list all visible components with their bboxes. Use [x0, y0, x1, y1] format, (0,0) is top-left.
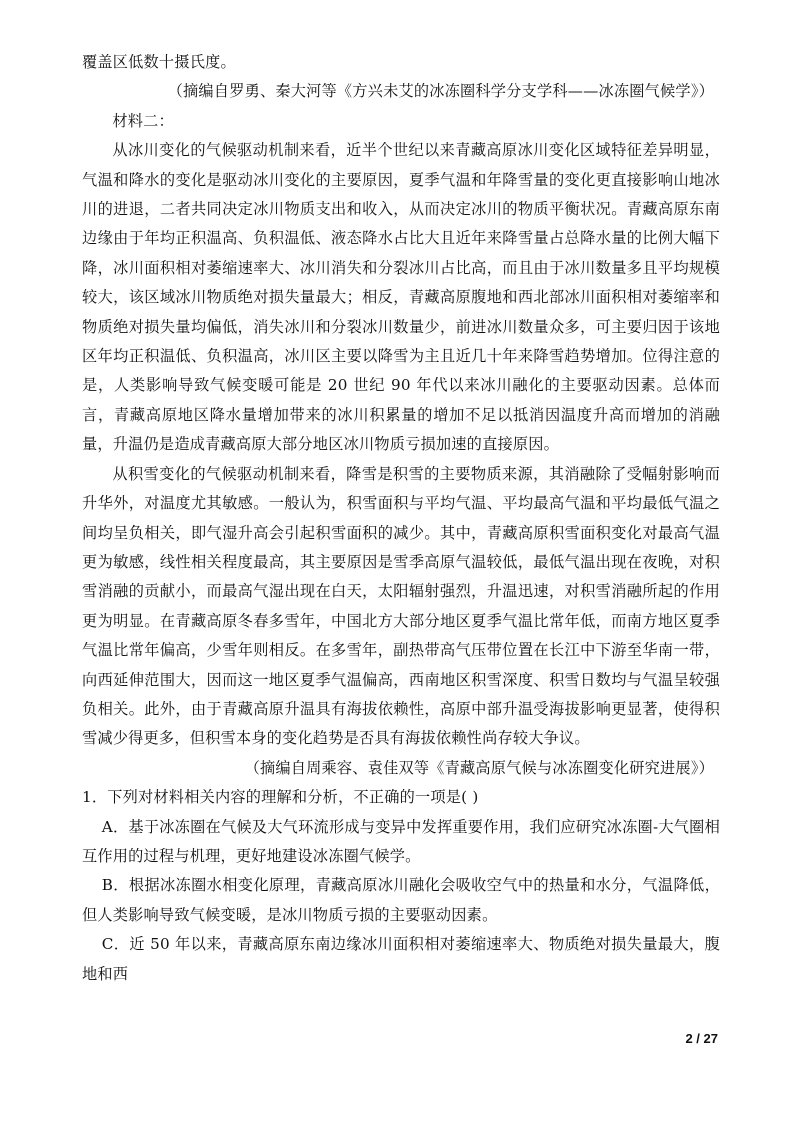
- question-stem: 1．下列对材料相关内容的理解和分析，不正确的一项是( ): [82, 788, 479, 807]
- source-citation-2: （摘编自周乘容、袁佳双等《青藏高原气候与冰冻圈变化研究进展》）: [244, 758, 714, 777]
- paragraph-snow-mechanism: 从积雪变化的气候驱动机制来看，降雪是积雪的主要物质来源，其消融除了受幅射影响而升华外，对温度尤其敏感。一般认为，积雪面积与平均气温、平均最高气温和平均最低气温之间均呈负相关，即气湿升高会引起积雪面积的减少。其中，青藏高原积雪面积变化对最高气温更为敏感，线性相关程度最高，其主要原因是雪季高原气温较低，最低气温出现在夜晚，对积雪消融的贡献小，而最高气湿出现在白天，太阳辐射强烈，升温迅速，对积雪消融所起的作用更为明显。在青藏高原冬春多雪年，中国北方大部分地区夏季气温比常年低，而南方地区夏季气温比常年偏高，少雪年则相反。在多雪年，副热带高气压带位置在长江中下游至华南一带，向西延伸范围大，因而这一地区夏季气温偏高，西南地区积雪深度、积雪日数均与气温呈较强负相关。此外，由于青藏高原升温具有海拔依赖性，高原中部升温受海拔影响更显著，使得积雪减少得更多，但积雪本身的变化趋势是否具有海拔依赖性尚存较大争议。: [82, 464, 720, 748]
- source-citation-1: （摘编自罗勇、秦大河等《方兴未艾的冰冻圈科学分支学科——冰冻圈气候学》）: [167, 82, 714, 101]
- option-c: C．近 50 年以来，青藏高原东南边缘冰川面积相对萎缩速率大、物质绝对损失量最大，腹地和西: [82, 935, 720, 983]
- option-a: A．基于冰冻圈在气候及大气环流形成与变异中发挥重要作用，我们应研究冰冻圈-大气圈相互作用的过程与机理，更好地建设冰冻圈气候学。: [82, 817, 720, 865]
- page-number: 2 / 27: [685, 1031, 718, 1046]
- paragraph-glacier-mechanism: 从冰川变化的气候驱动机制来看，近半个世纪以来青藏高原冰川变化区域特征差异明显，气温和降水的变化是驱动冰川变化的主要原因，夏季气温和年降雪量的变化更直接影响山地冰川的进退，二者共同决定冰川物质支出和收入，从而决定冰川的物质平衡状况。青藏高原东南边缘由于年均正积温高、负积温低、液态降水占比大且近年来降雪量占总降水量的比例大幅下降，冰川面积相对萎缩速率大、冰川消失和分裂冰川占比高，而且由于冰川数量多且平均规模较大，该区域冰川物质绝对损失量最大；相反，青藏高原腹地和西北部冰川面积相对萎缩率和物质绝对损失量均偏低，消失冰川和分裂冰川数量少，前进冰川数量众多，可主要归因于该地区年均正积温低、负积温高，冰川区主要以降雪为主且近几十年来降雪趋势增加。位得注意的是，人类影响导致气候变暖可能是 20 世纪 90 年代以来冰川融化的主要驱动因素。总体而言，青藏高原地区降水量增加带来的冰川积累量的增加不足以抵消因温度升高而增加的消融量，升温仍是造成青藏高原大部分地区冰川物质亏损加速的直接原因。: [82, 141, 720, 454]
- material-two-heading: 材料二：: [112, 111, 174, 130]
- paragraph-continuation: 覆盖区低数十摄氏度。: [82, 53, 236, 71]
- option-b: B．根据冰冻圈水相变化原理，青藏高原冰川融化会吸收空气中的热量和水分，气温降低，但人类影响导致气候变暖，是冰川物质亏损的主要驱动因素。: [82, 876, 720, 924]
